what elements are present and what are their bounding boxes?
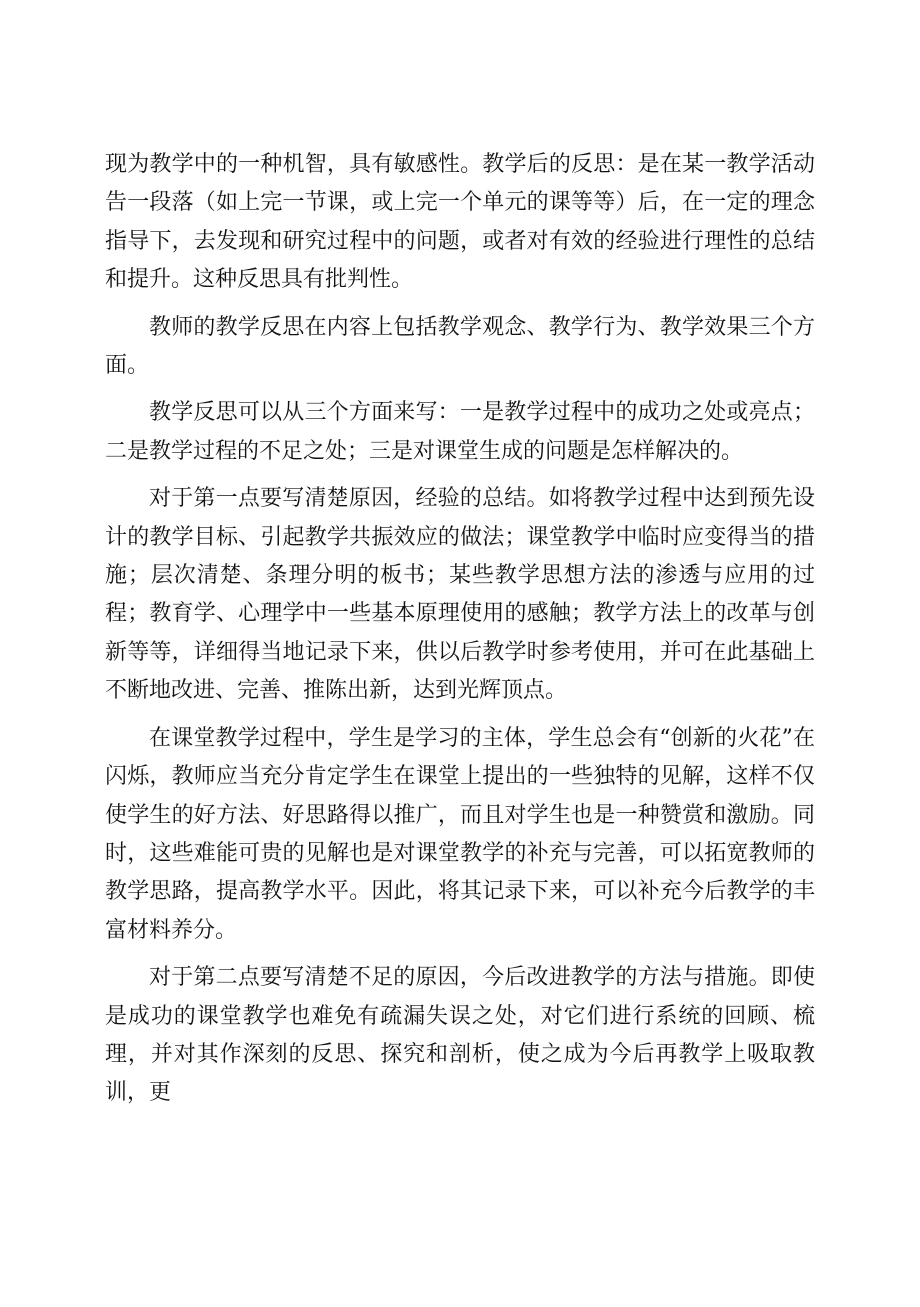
paragraph-4: 对于第一点要写清楚原因，经验的总结。如将教学过程中达到预先设计的教学目标、引起教学共振效应的做法；课堂教学中临时应变得当的措施；层次清楚、条理分明的板书；某些教学思想方法的渗透与应用的过程；教育学、心理学中一些基本原理使用的感触；教学方法上的改革与创新等等，详细得当地记录下来，供以后教学时参考使用，并可在此基础上不断地改进、完善、推陈出新，达到光辉顶点。: [105, 486, 815, 704]
paragraph-5: 在课堂教学过程中，学生是学习的主体，学生总会有“创新的火花”在闪烁，教师应当充分肯定学生在课堂上提出的一些独特的见解，这样不仅使学生的好方法、好思路得以推广，而且对学生也是一种赞赏和激励。同时，这些难能可贵的见解也是对课堂教学的补充与完善，可以拓宽教师的教学思路，提高教学水平。因此，将其记录下来，可以补充今后教学的丰富材料养分。: [105, 725, 815, 943]
body-text: [105, 146, 815, 1113]
paragraph-3: 教学反思可以从三个方面来写：一是教学过程中的成功之处或亮点；二是教学过程的不足之处；三是对课堂生成的问题是怎样解决的。: [105, 400, 815, 464]
paragraph-2: 教师的教学反思在内容上包括教学观念、教学行为、教学效果三个方面。: [105, 314, 815, 379]
paragraph-1: 现为教学中的一种机智，具有敏感性。教学后的反思：是在某一教学活动告一段落（如上完一节课，或上完一个单元的课等等）后，在一定的理念指导下，去发现和研究过程中的问题，或者对有效的经验进行理性的总结和提升。这种反思具有批判性。: [105, 152, 815, 293]
paragraph-6: 对于第二点要写清楚不足的原因，今后改进教学的方法与措施。即使是成功的课堂教学也难免有疏漏失误之处，对它们进行系统的回顾、梳理，并对其作深刻的反思、探究和剖析，使之成为今后再教学上吸取教训，更: [105, 965, 815, 1106]
